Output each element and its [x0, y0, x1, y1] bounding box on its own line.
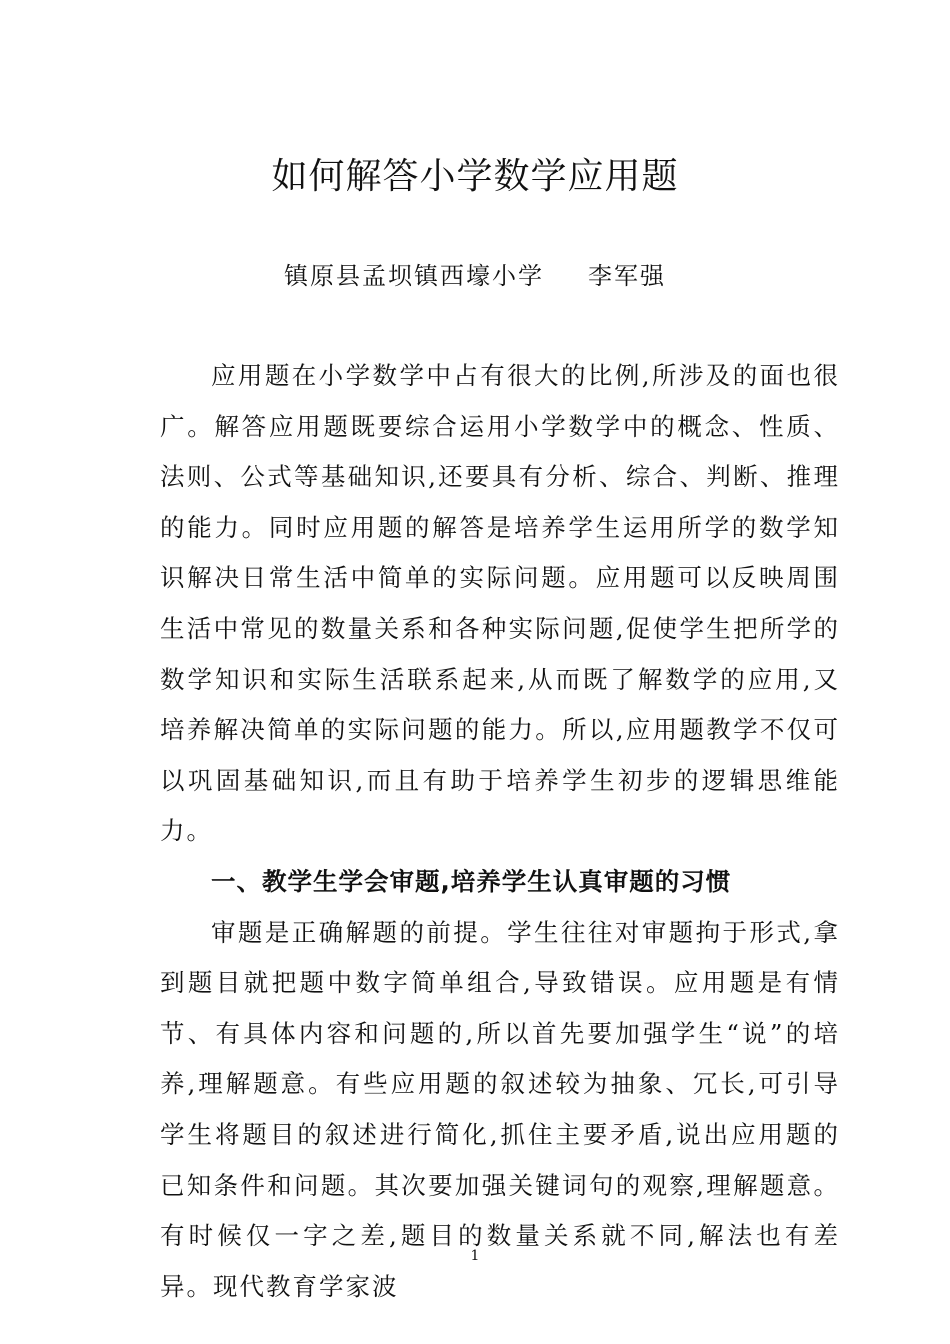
- section-paragraph: 审题是正确解题的前提。学生往往对审题拘于形式,拿到题目就把题中数字简单组合,导致错误。应用题是有情节、有具体内容和问题的,所以首先要加强学生“说”的培养,理解题意。有些应用题的叙述较为抽象、冗长,可引导学生将题目的叙述进行简化,抓住主要矛盾,说出应用题的已知条件和问题。其次要加强关键词句的观察,理解题意。有时候仅一字之差,题目的数量关系就不同,解法也有差异。现代教育学家波: [160, 917, 840, 1301]
- author-unit: 镇原县孟坝镇西壕小学: [284, 262, 544, 290]
- author-byline: [0, 256, 950, 291]
- document-body: [160, 351, 840, 1312]
- author-name: 李军强: [588, 262, 666, 290]
- section-heading: 一、教学生学会审题,培养学生认真审题的习惯: [211, 866, 732, 896]
- document-title: 如何解答小学数学应用题: [271, 156, 679, 197]
- intro-paragraph: 应用题在小学数学中占有很大的比例,所涉及的面也很广。解答应用题既要综合运用小学数学中的概念、性质、法则、公式等基础知识,还要具有分析、综合、判断、推理的能力。同时应用题的解答是培养学生运用所学的数学知识解决日常生活中简单的实际问题。应用题可以反映周围生活中常见的数量关系和各种实际问题,促使学生把所学的数学知识和实际生活联系起来,从而既了解数学的应用,又培养解决简单的实际问题的能力。所以,应用题教学不仅可以巩固基础知识,而且有助于培养学生初步的逻辑思维能力。: [160, 361, 840, 846]
- page-number: 1: [470, 1248, 480, 1264]
